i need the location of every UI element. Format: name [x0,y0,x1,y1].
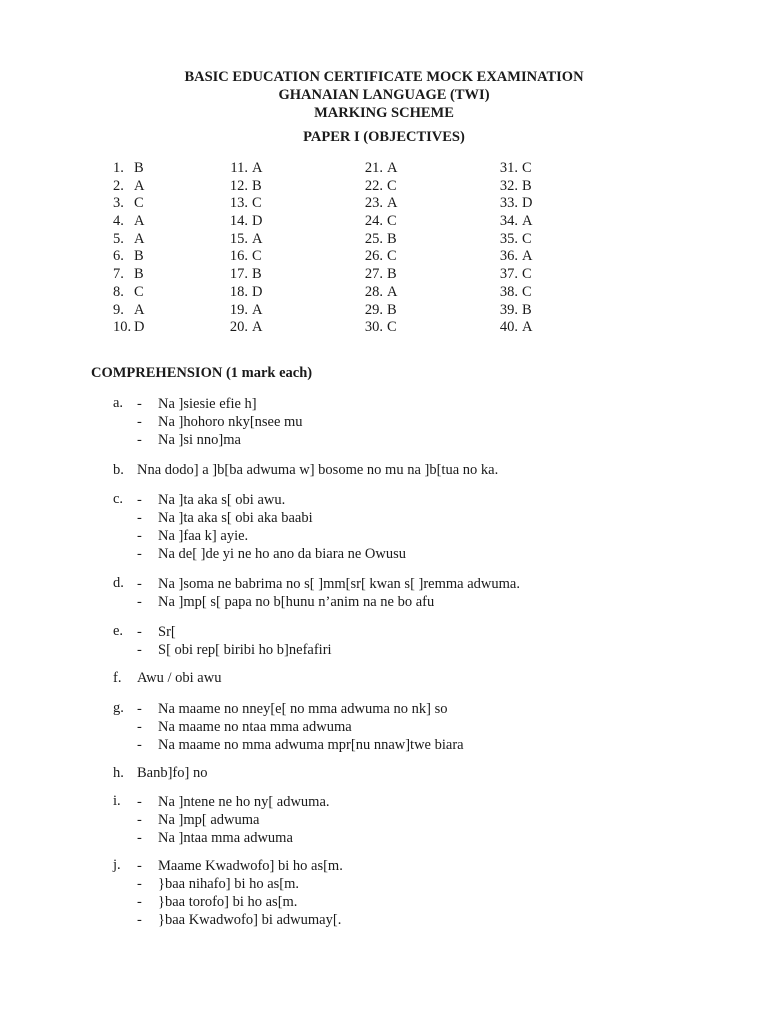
question-label: a. [113,395,124,411]
question-number: 33. [499,195,518,212]
answer-row [226,248,346,266]
question-number: 31. [499,160,518,176]
answer-row [113,266,233,284]
answer-row [226,284,346,302]
question-number: 9. [113,301,124,318]
answer-text: Nna dodo] a ]b[ba adwuma w] bosome no mu na ]b[tua no ka. [137,462,499,478]
dash-bullet: - [137,414,142,430]
question-number: 7. [113,266,124,283]
answer-text: Na ]si nno]ma [158,432,241,448]
question-number: 4. [113,213,124,230]
question-number: 26. [364,248,383,265]
answer-letter: C [252,195,262,212]
answer-row [113,284,233,302]
answer-letter: A [522,248,533,265]
answer-row [226,178,346,196]
answer-text: Awu / obi awu [137,670,222,686]
question-number: 34. [499,213,518,230]
answer-letter: C [387,248,397,265]
answer-text: Banb]fo] no [137,765,208,781]
question-label: j. [113,857,121,873]
dash-bullet: - [137,492,142,508]
dash-bullet: - [137,432,142,448]
answer-letter: A [387,283,398,300]
question-label: d. [113,575,124,591]
answer-row [496,302,616,320]
answer-text: Na maame no ntaa mma adwuma [158,719,352,735]
dash-bullet: - [137,642,142,658]
question-number: 5. [113,230,124,247]
answer-row [226,195,346,213]
answer-text: }baa torofo] bi ho as[m. [158,894,298,910]
dash-bullet: - [137,528,142,544]
answer-text: }baa Kwadwofo] bi adwumay[. [158,912,342,928]
dash-bullet: - [137,719,142,735]
question-number: 18. [229,283,248,300]
dash-bullet: - [137,894,142,910]
question-number: 20. [229,319,248,336]
answer-text: Na ]siesie efie h] [158,396,257,412]
question-number: 36. [499,248,518,265]
question-number: 3. [113,195,124,212]
answer-row [361,319,481,337]
question-number: 22. [364,177,383,194]
answer-letter: A [252,319,263,336]
answer-row [226,266,346,284]
answer-row [113,302,233,320]
dash-bullet: - [137,576,142,592]
question-label: i. [113,793,121,809]
answer-text: Na de[ ]de yi ne ho ano da biara ne Owusu [158,546,407,562]
answer-row [496,284,616,302]
answer-row [361,248,481,266]
answer-letter: B [387,230,397,247]
question-number: 28. [364,283,383,300]
answer-letter: D [252,283,263,300]
question-number: 39. [499,301,518,318]
answer-letter: A [134,230,145,247]
question-number: 27. [364,266,383,283]
dash-bullet: - [137,701,142,717]
answer-row [226,302,346,320]
answer-letter: B [134,160,144,176]
answer-text: Na ]hohoro nky[nsee mu [158,414,303,430]
dash-bullet: - [137,396,142,412]
answer-letter: B [387,301,397,318]
answer-text: Maame Kwadwofo] bi ho as[m. [158,858,343,874]
answer-row [361,302,481,320]
answer-text: Na ]soma ne babrima no s[ ]mm[sr[ kwan s[ ]remma adwuma. [158,576,520,592]
answer-letter: C [134,283,144,300]
answer-letter: C [522,230,532,247]
dash-bullet: - [137,794,142,810]
answer-row [113,195,233,213]
question-number: 32. [499,177,518,194]
answer-letter: A [522,213,533,230]
answer-row [113,319,233,337]
answer-letter: C [522,160,532,176]
dash-bullet: - [137,510,142,526]
answer-letter: D [134,319,145,336]
question-label: e. [113,623,124,639]
question-number: 15. [229,230,248,247]
answer-text: Na ]faa k] ayie. [158,528,249,544]
question-label: b. [113,462,124,478]
answer-row [226,160,346,178]
dash-bullet: - [137,546,142,562]
answer-text: Na maame no nney[e[ no mma adwuma no nk] so [158,701,448,717]
question-number: 30. [364,319,383,336]
question-number: 6. [113,248,124,265]
answer-row [496,160,616,178]
answer-row [113,178,233,196]
answer-row [496,195,616,213]
answer-row [361,231,481,249]
answer-row [361,160,481,178]
dash-bullet: - [137,912,142,928]
dash-bullet: - [137,812,142,828]
answer-row [113,231,233,249]
answers-column-2 [226,160,346,337]
dash-bullet: - [137,737,142,753]
question-number: 38. [499,283,518,300]
answer-row [496,231,616,249]
answer-letter: A [387,160,398,176]
answer-text: Na ]ta aka s[ obi aka baabi [158,510,313,526]
question-number: 14. [229,213,248,230]
answers-column-4 [496,160,616,337]
answer-letter: A [252,230,263,247]
answer-letter: C [522,266,532,283]
dash-bullet: - [137,594,142,610]
answer-row [113,213,233,231]
document-header [0,68,768,146]
answers-column-3 [361,160,481,337]
answer-text: S[ obi rep[ biribi ho b]nefafiri [158,642,332,658]
answer-text: Sr[ [158,624,176,640]
dash-bullet: - [137,830,142,846]
answer-letter: A [134,213,145,230]
question-number: 19. [229,301,248,318]
answer-letter: B [387,266,397,283]
answer-text: Na ]mp[ s[ papa no b[hunu n’anim na ne bo afu [158,594,435,610]
subject-title: GHANAIAN LANGUAGE (TWI) [278,87,490,103]
question-number: 8. [113,283,124,300]
answer-letter: A [522,319,533,336]
question-label: c. [113,491,124,507]
answer-letter: B [134,248,144,265]
answer-row [361,213,481,231]
question-label: f. [113,670,122,686]
answer-letter: A [134,301,145,318]
question-number: 35. [499,230,518,247]
answer-letter: A [252,301,263,318]
answer-row [226,231,346,249]
answer-row [113,160,233,178]
paper-title: PAPER I (OBJECTIVES) [303,129,465,145]
dash-bullet: - [137,858,142,874]
question-number: 13. [229,195,248,212]
answer-letter: B [252,177,262,194]
answer-letter: B [522,301,532,318]
dash-bullet: - [137,624,142,640]
answer-row [361,195,481,213]
answer-text: Na ]ta aka s[ obi awu. [158,492,286,508]
answer-letter: D [252,213,263,230]
question-number: 1. [113,160,124,176]
question-label: g. [113,700,124,716]
answer-row [496,178,616,196]
question-number: 10. [113,319,132,336]
answer-row [496,213,616,231]
answer-row [496,248,616,266]
answer-letter: C [387,319,397,336]
marking-scheme-title: MARKING SCHEME [314,105,454,121]
answer-letter: B [522,177,532,194]
answer-letter: C [387,177,397,194]
answer-letter: D [522,195,533,212]
comprehension-heading: COMPREHENSION (1 mark each) [91,365,313,381]
answers-column-1 [113,160,233,337]
question-number: 17. [229,266,248,283]
answer-letter: C [252,248,262,265]
answer-row [496,266,616,284]
answer-row [113,248,233,266]
question-number: 37. [499,266,518,283]
answer-row [226,213,346,231]
answer-letter: A [134,177,145,194]
answer-letter: B [134,266,144,283]
answer-row [361,284,481,302]
question-number: 21. [364,160,383,176]
answer-letter: C [522,283,532,300]
answer-row [226,319,346,337]
question-number: 12. [229,177,248,194]
answer-text: Na ]ntaa mma adwuma [158,830,293,846]
question-number: 2. [113,177,124,194]
answer-letter: A [252,160,263,176]
answer-row [496,319,616,337]
question-number: 29. [364,301,383,318]
answer-letter: A [387,195,398,212]
question-number: 23. [364,195,383,212]
question-number: 11. [230,160,248,176]
question-number: 25. [364,230,383,247]
answer-row [361,178,481,196]
question-number: 40. [499,319,518,336]
answer-letter: C [387,213,397,230]
question-number: 16. [229,248,248,265]
answer-row [361,266,481,284]
question-number: 24. [364,213,383,230]
answer-text: }baa nihafo] bi ho as[m. [158,876,300,892]
answer-text: Na ]ntene ne ho ny[ adwuma. [158,794,330,810]
answer-letter: B [252,266,262,283]
answer-text: Na maame no mma adwuma mpr[nu nnaw]twe biara [158,737,464,753]
question-label: h. [113,765,124,781]
exam-title: BASIC EDUCATION CERTIFICATE MOCK EXAMINATION [184,69,584,85]
dash-bullet: - [137,876,142,892]
answer-text: Na ]mp[ adwuma [158,812,260,828]
answer-letter: C [134,195,144,212]
